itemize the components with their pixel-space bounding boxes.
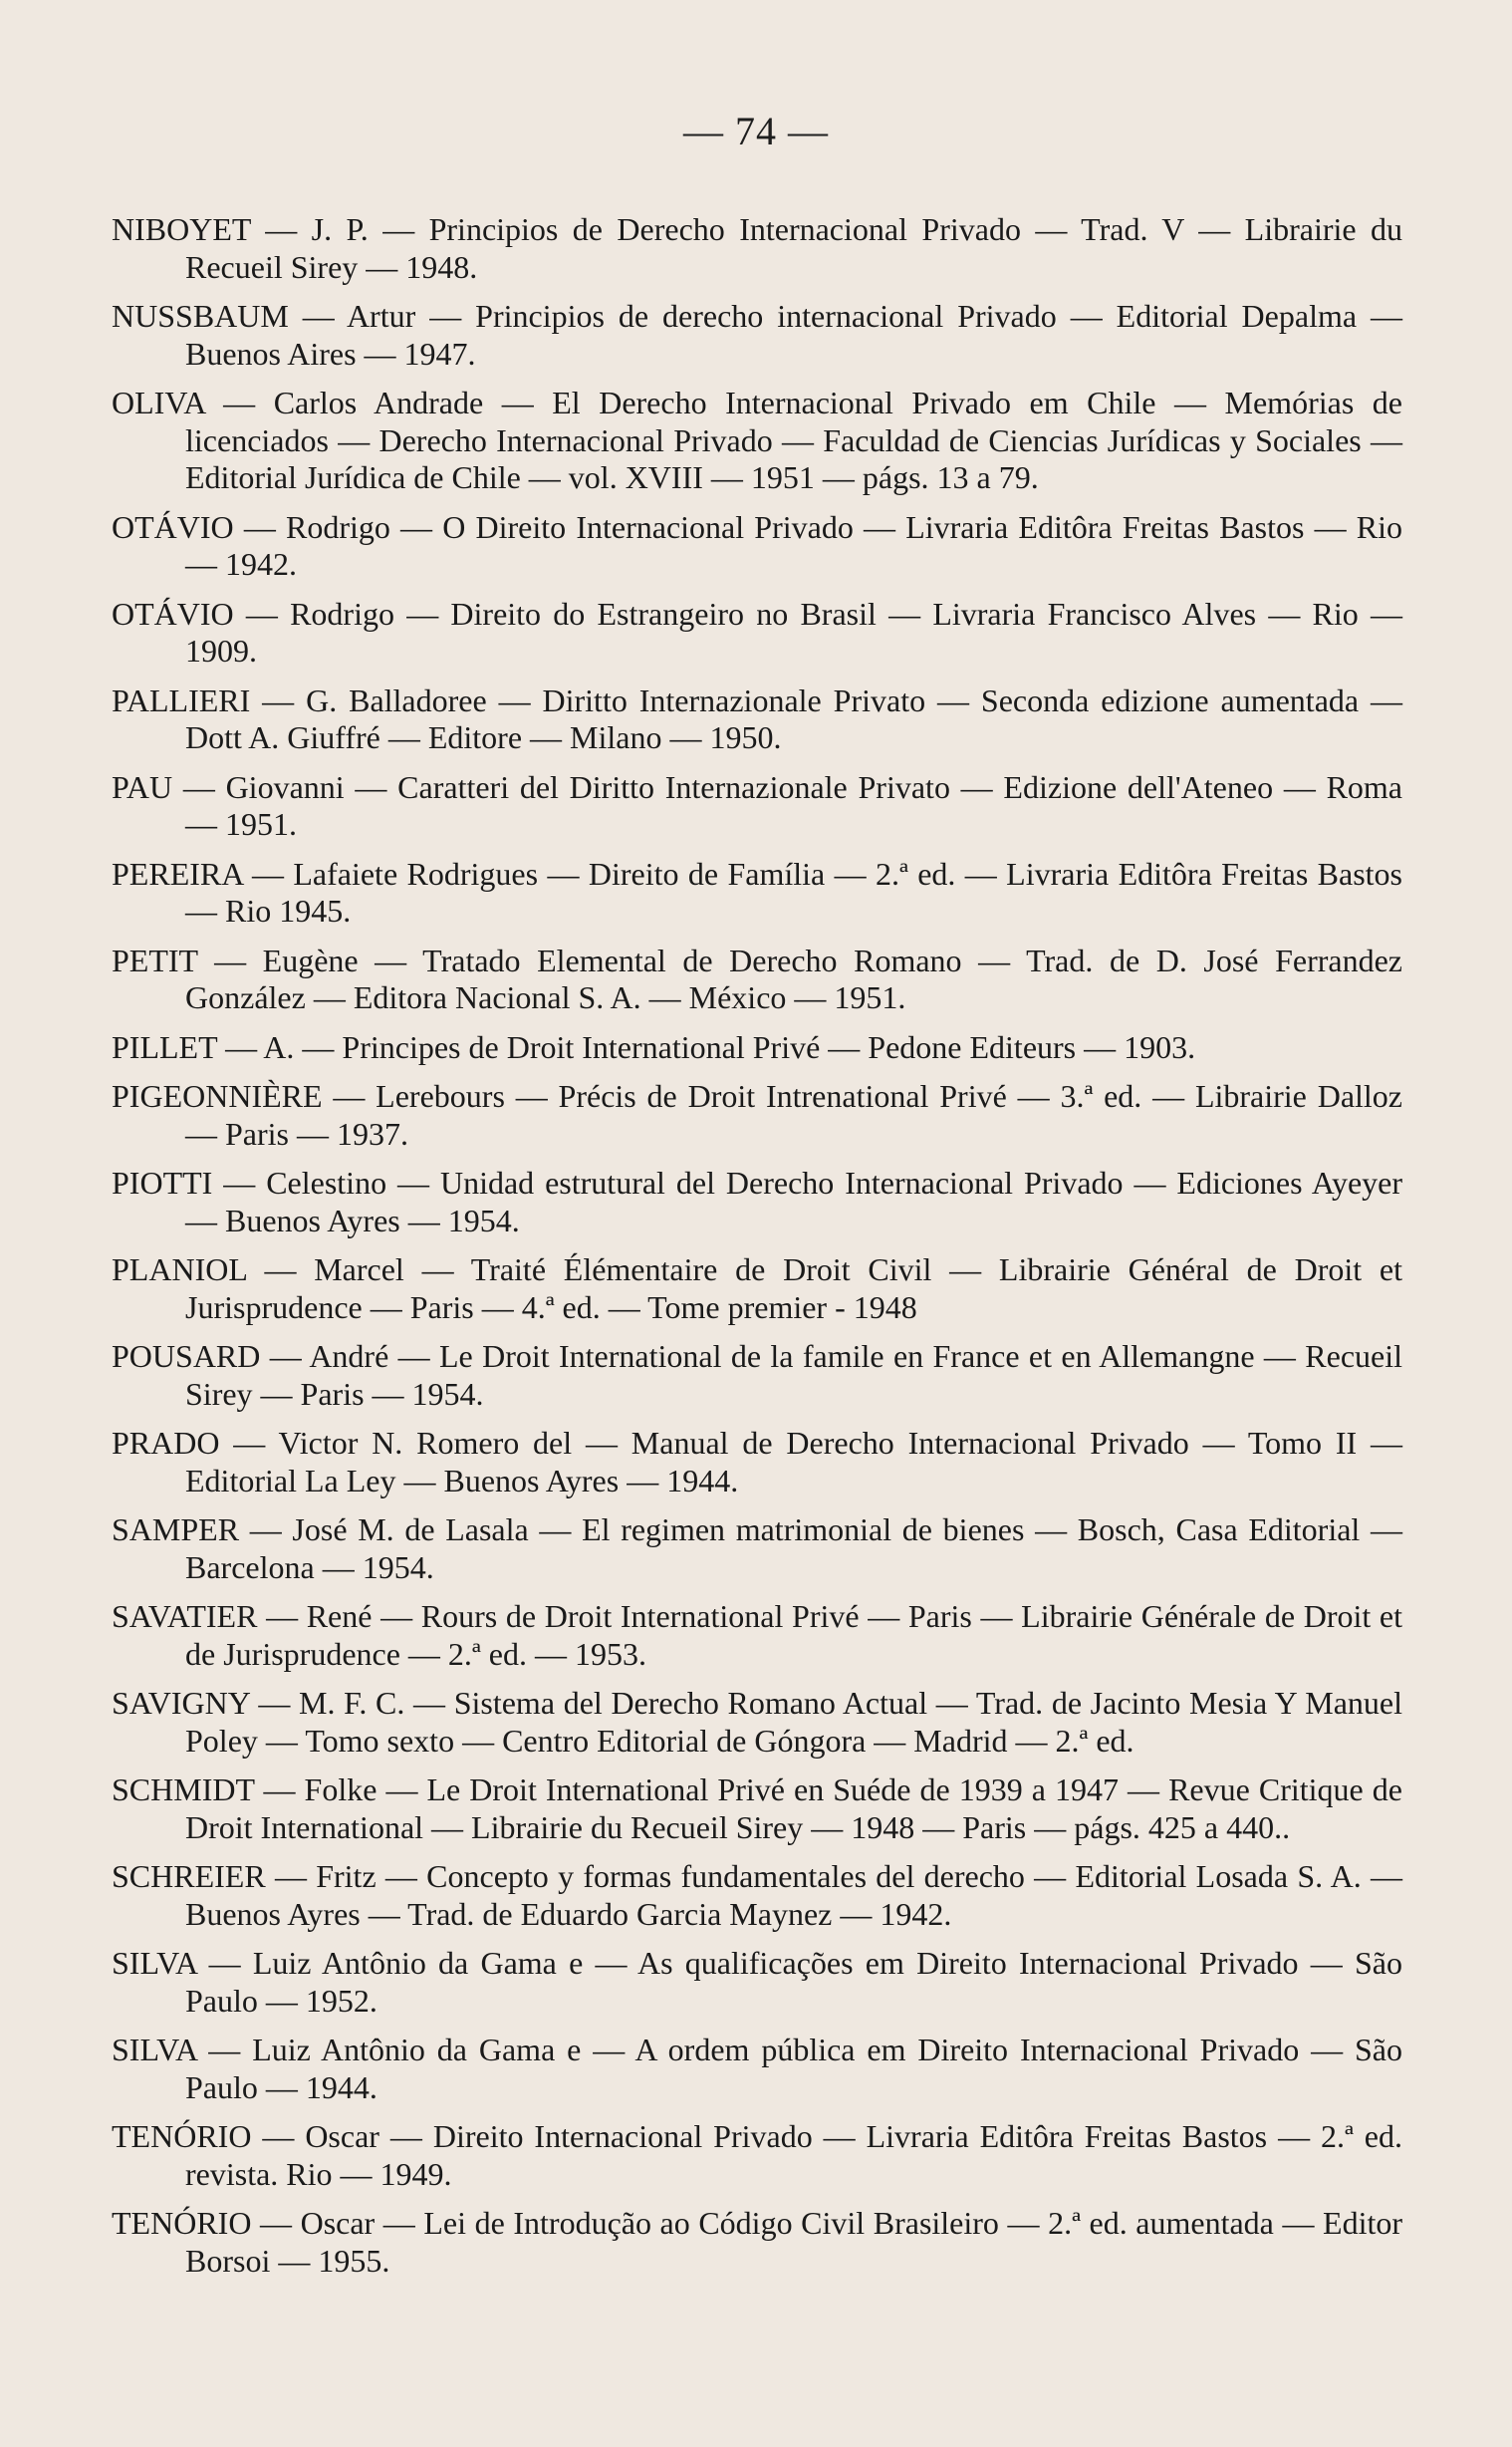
- bibliography-entry: PIOTTI — Celestino — Unidad estrutural del Derecho Internacional Privado — Ediciones Ayeyer — Buenos Ayres — 1954.: [112, 1165, 1402, 1238]
- bibliography-entry: OLIVA — Carlos Andrade — El Derecho Internacional Privado em Chile — Memórias de licenciados — Derecho Internacional Privado — Faculdad de Ciencias Jurídicas y Sociales — Editorial Jurídica de Chile — vol. XVIII — 1951 — págs. 13 a 79.: [112, 385, 1402, 495]
- bibliography-entry: PLANIOL — Marcel — Traité Élémentaire de Droit Civil — Librairie Général de Droit et Jurisprudence — Paris — 4.ª ed. — Tome premier - 1948: [112, 1251, 1402, 1325]
- bibliography-entry: PEREIRA — Lafaiete Rodrigues — Direito de Família — 2.ª ed. — Livraria Editôra Freitas Bastos — Rio 1945.: [112, 855, 1402, 929]
- bibliography-entry: NUSSBAUM — Artur — Principios de derecho internacional Privado — Editorial Depalma — Buenos Aires — 1947.: [112, 298, 1402, 372]
- bibliography-entry: SCHMIDT — Folke — Le Droit International Privé en Suéde de 1939 a 1947 — Revue Critique de Droit International — Librairie du Recueil Sirey — 1948 — Paris — págs. 425 a 440..: [112, 1771, 1402, 1845]
- bibliography-entry: PALLIERI — G. Balladoree — Diritto Internazionale Privato — Seconda edizione aumentada — Dott A. Giuffré — Editore — Milano — 1950.: [112, 681, 1402, 755]
- bibliography-entry: OTÁVIO — Rodrigo — O Direito Internacional Privado — Livraria Editôra Freitas Bastos — Rio — 1942.: [112, 508, 1402, 582]
- bibliography-entry: SAMPER — José M. de Lasala — El regimen matrimonial de bienes — Bosch, Casa Editorial — Barcelona — 1954.: [112, 1511, 1402, 1585]
- bibliography-entry: POUSARD — André — Le Droit International de la famile en France et en Allemangne — Recueil Sirey — Paris — 1954.: [112, 1338, 1402, 1412]
- bibliography-entry: TENÓRIO — Oscar — Direito Internacional Privado — Livraria Editôra Freitas Bastos — 2.ª ed. revista. Rio — 1949.: [112, 2118, 1402, 2192]
- bibliography-entry: SAVATIER — René — Rours de Droit International Privé — Paris — Librairie Générale de Droit et de Jurisprudence — 2.ª ed. — 1953.: [112, 1598, 1402, 1672]
- bibliography-entry: PETIT — Eugène — Tratado Elemental de Derecho Romano — Trad. de D. José Ferrandez González — Editora Nacional S. A. — México — 1951.: [112, 942, 1402, 1015]
- bibliography-entry: PRADO — Victor N. Romero del — Manual de Derecho Internacional Privado — Tomo II — Editorial La Ley — Buenos Ayres — 1944.: [112, 1425, 1402, 1498]
- bibliography-entry: PIGEONNIÈRE — Lerebours — Précis de Droit Intrenational Privé — 3.ª ed. — Librairie Dalloz — Paris — 1937.: [112, 1078, 1402, 1152]
- bibliography-entry: PAU — Giovanni — Caratteri del Diritto Internazionale Privato — Edizione dell'Ateneo — Roma — 1951.: [112, 768, 1402, 842]
- bibliography-entry: SILVA — Luiz Antônio da Gama e — As qualificações em Direito Internacional Privado — São Paulo — 1952.: [112, 1945, 1402, 2019]
- bibliography-entry: TENÓRIO — Oscar — Lei de Introdução ao Código Civil Brasileiro — 2.ª ed. aumentada — Editor Borsoi — 1955.: [112, 2205, 1402, 2279]
- page-number: — 74 —: [683, 109, 829, 153]
- bibliography-entry: PILLET — A. — Principes de Droit International Privé — Pedone Editeurs — 1903.: [112, 1028, 1196, 1065]
- bibliography-entry: SAVIGNY — M. F. C. — Sistema del Derecho Romano Actual — Trad. de Jacinto Mesia Y Manuel Poley — Tomo sexto — Centro Editorial de Góngora — Madrid — 2.ª ed.: [112, 1685, 1402, 1759]
- bibliography-entry: SCHREIER — Fritz — Concepto y formas fundamentales del derecho — Editorial Losada S. A. — Buenos Ayres — Trad. de Eduardo Garcia Maynez — 1942.: [112, 1858, 1402, 1932]
- bibliography-entry: OTÁVIO — Rodrigo — Direito do Estrangeiro no Brasil — Livraria Francisco Alves — Rio — 1909.: [112, 595, 1402, 669]
- bibliography-list: [112, 211, 1402, 2292]
- bibliography-entry: SILVA — Luiz Antônio da Gama e — A ordem pública em Direito Internacional Privado — São Paulo — 1944.: [112, 2032, 1402, 2105]
- bibliography-entry: NIBOYET — J. P. — Principios de Derecho Internacional Privado — Trad. V — Librairie du Recueil Sirey — 1948.: [112, 211, 1402, 285]
